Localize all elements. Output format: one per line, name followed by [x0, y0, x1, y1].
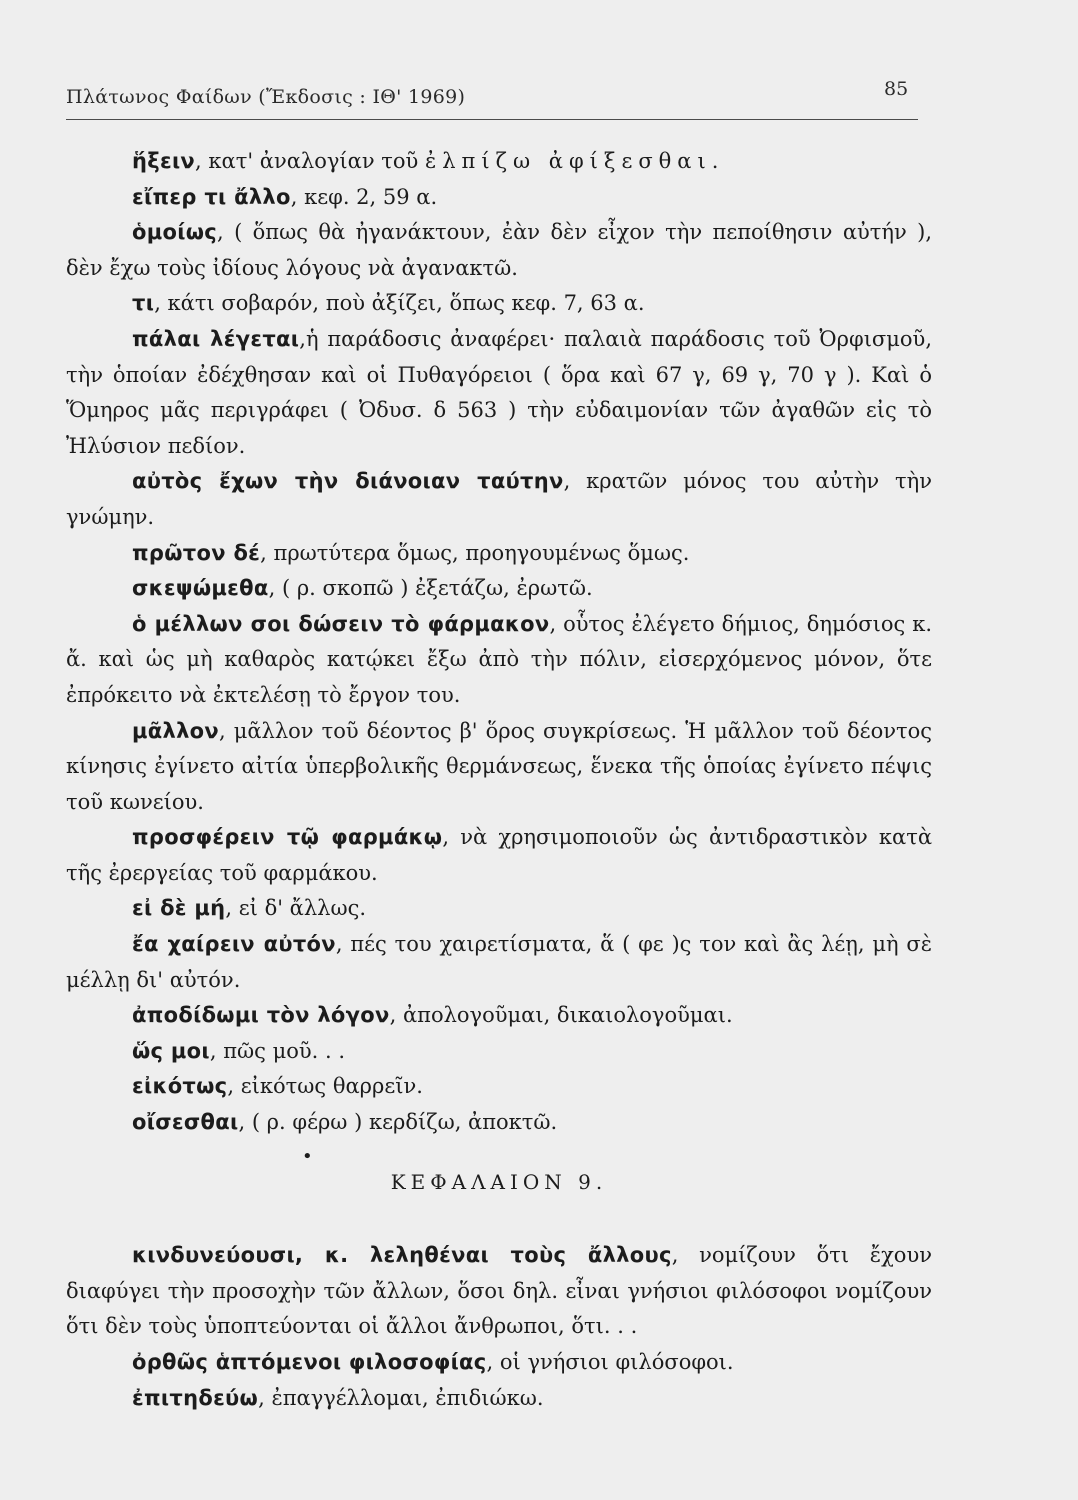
glossary-entry: εἰκότως, εἰκότως θαρρεῖν.	[132, 1074, 423, 1099]
entry-lemma: οἴσεσθαι	[132, 1110, 239, 1135]
entry-lemma: ὁ μέλλων σοι δώσειν τὸ φάρμακον	[132, 611, 550, 636]
entry-text: πές του χαιρετίσματα, ἅ ( φε )ς τον καὶ ἂς λέῃ, μὴ σὲ μέλλῃ δι' αὐτόν.	[66, 932, 932, 992]
entry-text: πρωτύτερα ὅμως, προηγουμένως ὅμως.	[273, 540, 690, 565]
header-rule	[66, 119, 918, 120]
glossary-entry: εἰ δὲ μή, εἰ δ' ἄλλως.	[132, 896, 367, 921]
glossary-entry: οἴσεσθαι, ( ρ. φέρω ) κερδίζω, ἀποκτῶ.	[132, 1110, 558, 1135]
entry-lemma: αὐτὸς ἔχων τὴν διάνοιαν ταύτην	[132, 469, 564, 494]
glossary-entry: εἴπερ τι ἄλλο, κεφ. 2, 59 α.	[132, 184, 438, 209]
entry-text: ( ρ. φέρω ) κερδίζω, ἀποκτῶ.	[251, 1110, 558, 1135]
glossary-entry: ἔα χαίρειν αὐτόν, πές του χαιρετίσματα, ἅ ( φε )ς τον καὶ ἂς λέῃ, μὴ σὲ μέλλῃ δι' αὐτόν.	[66, 932, 932, 992]
entry-lemma: μᾶλλον	[132, 718, 219, 743]
entry-lemma: εἰκότως	[132, 1074, 228, 1099]
entry-lemma: ἥξειν	[132, 149, 196, 173]
entry-text: οὗτος ἐλέγετο δήμιος, δημόσιος κ. ἄ. καὶ ὡς μὴ καθαρὸς κατῴκει ἔξω ἀπὸ τὴν πόλιν, εἰσερχόμενος μόνον, ὅτε ἐπρόκειτο νὰ ἐκτελέσῃ τὸ ἔργον του.	[66, 611, 932, 707]
glossary-entry: σκεψώμεθα, ( ρ. σκοπῶ ) ἐξετάζω, ἐρωτῶ.	[132, 576, 593, 601]
entry-text: ( ὅπως θὰ ἠγανάκτουν, ἐὰν δὲν εἶχον τὴν πεποίθησιν αὐτήν ), δὲν ἔχω τοὺς ἰδίους λόγους νὰ ἀγανακτῶ.	[66, 220, 932, 280]
entry-lemma: προσφέρειν τῷ φαρμάκῳ	[132, 825, 443, 850]
entry-text: εἰ δ' ἄλλως.	[238, 896, 367, 921]
glossary-entry: ἐπιτηδεύω, ἐπαγγέλλομαι, ἐπιδιώκω.	[132, 1385, 544, 1410]
glossary-entry: ἥξειν, κατ' ἀναλογίαν τοῦ ἐλπίζω ἀφίξεσθαι.	[132, 149, 719, 173]
entry-lemma: σκεψώμεθα	[132, 576, 269, 601]
running-head: Πλάτωνος Φαίδων (Ἔκδοσις : ΙΘ' 1969)	[66, 86, 466, 108]
entry-lemma: ἀποδίδωμι τὸν λόγον	[132, 1003, 390, 1028]
entry-text: μᾶλλον τοῦ δέοντος β' ὅρος συγκρίσεως. Ἡ μᾶλλον τοῦ δέοντος κίνησις ἐγίνετο αἰτία ὑπερβολικῆς θερμάνσεως, ἕνεκα τῆς ὁποίας ἐγίνετο πέψις τοῦ κωνείου.	[66, 718, 932, 814]
entry-text: κάτι σοβαρόν, ποὺ ἀξίζει, ὅπως κεφ. 7, 63 α.	[167, 291, 645, 316]
entry-lemma: ὥς μοι	[132, 1038, 210, 1063]
entry-text: νὰ χρησιμοποιοῦν ὡς ἀντιδραστικὸν κατὰ τῆς ἐρεργείας τοῦ φαρμάκου.	[66, 825, 933, 885]
entry-lemma: τι	[132, 291, 155, 316]
entry-text: οἱ γνήσιοι φιλόσοφοι.	[499, 1350, 734, 1374]
entry-lemma: ὁμοίως	[132, 220, 217, 245]
entry-lemma: εἴπερ τι ἄλλο	[132, 184, 291, 209]
spaced-phrase: ἐλπίζω ἀφίξεσθαι	[424, 149, 712, 173]
entry-lemma: πάλαι λέγεται	[132, 326, 300, 351]
entry-lemma: ὀρθῶς ἁπτόμενοι φιλοσοφίας	[132, 1350, 487, 1374]
glossary-entry: μᾶλλον, μᾶλλον τοῦ δέοντος β' ὅρος συγκρίσεως. Ἡ μᾶλλον τοῦ δέοντος κίνησις ἐγίνετο αἰτία ὑπερβολικῆς θερμάνσεως, ἕνεκα τῆς ὁποίας ἐγίνετο πέψις τοῦ κωνείου.	[66, 718, 932, 814]
glossary-entry: ὁμοίως, ( ὅπως θὰ ἠγανάκτουν, ἐὰν δὲν εἶχον τὴν πεποίθησιν αὐτήν ), δὲν ἔχω τοὺς ἰδίους λόγους νὰ ἀγανακτῶ.	[66, 220, 932, 280]
glossary-body	[66, 144, 932, 1416]
entry-lemma: κινδυνεύουσι, κ. λεληθέναι τοὺς ἄλλους	[132, 1243, 672, 1268]
glossary-entry: ὀρθῶς ἁπτόμενοι φιλοσοφίας, οἱ γνήσιοι φιλόσοφοι.	[132, 1350, 734, 1374]
glossary-entry: τι, κάτι σοβαρόν, ποὺ ἀξίζει, ὅπως κεφ. 7, 63 α.	[132, 291, 645, 316]
glossary-entry: ἀποδίδωμι τὸν λόγον, ἀπολογοῦμαι, δικαιολογοῦμαι.	[132, 1003, 733, 1028]
glossary-entry: κινδυνεύουσι, κ. λεληθέναι τοὺς ἄλλους, νομίζουν ὅτι ἔχουν διαφύγει τὴν προσοχὴν τῶν ἄλλων, ὅσοι δηλ. εἶναι γνήσιοι φιλόσοφοι νομίζουν ὅτι δὲν τοὺς ὑποπτεύονται οἱ ἄλλοι ἄνθρωποι, ὅτι. . .	[66, 1243, 932, 1339]
glossary-entry: ὁ μέλλων σοι δώσειν τὸ φάρμακον, οὗτος ἐλέγετο δήμιος, δημόσιος κ. ἄ. καὶ ὡς μὴ καθαρὸς κατῴκει ἔξω ἀπὸ τὴν πόλιν, εἰσερχόμενος μόνον, ὅτε ἐπρόκειτο νὰ ἐκτελέσῃ τὸ ἔργον του.	[66, 611, 932, 707]
glossary-entry: αὐτὸς ἔχων τὴν διάνοιαν ταύτην, κρατῶν μόνος του αὐτὴν τὴν γνώμην.	[66, 469, 932, 529]
glossary-entry: πρῶτον δέ, πρωτύτερα ὅμως, προηγουμένως ὅμως.	[132, 540, 690, 565]
entry-lemma: πρῶτον δέ	[132, 540, 261, 565]
entry-lemma: ἐπιτηδεύω	[132, 1385, 259, 1410]
entry-text: κρατῶν μόνος του αὐτὴν τὴν γνώμην.	[66, 469, 932, 529]
entry-lemma: εἰ δὲ μή	[132, 896, 226, 921]
glossary-entry: προσφέρειν τῷ φαρμάκῳ, νὰ χρησιμοποιοῦν ὡς ἀντιδραστικὸν κατὰ τῆς ἐρεργείας τοῦ φαρμάκου.	[66, 825, 933, 885]
chapter-dot: •	[302, 1145, 313, 1167]
entry-lemma: ἔα χαίρειν αὐτόν	[132, 932, 336, 957]
page-number: 85	[884, 78, 909, 100]
entry-text: ἐπαγγέλλομαι, ἐπιδιώκω.	[271, 1385, 544, 1410]
chapter-heading: ΚΕΦΑΛΑΙΟΝ 9.	[390, 1169, 608, 1194]
entry-text: κεφ. 2, 59 α.	[304, 184, 438, 209]
entry-text: πῶς μοῦ. . .	[223, 1038, 346, 1063]
entry-text: ( ρ. σκοπῶ ) ἐξετάζω, ἐρωτῶ.	[281, 576, 593, 601]
glossary-entry: πάλαι λέγεται,ἡ παράδοσις ἀναφέρει· παλαιὰ παράδοσις τοῦ Ὀρφισμοῦ, τὴν ὁποίαν ἐδέχθησαν καὶ οἱ Πυθαγόρειοι ( ὅρα καὶ 67 γ, 69 γ, 70 γ ). Καὶ ὁ Ὅμηρος μᾶς περιγράφει ( Ὀδυσ. δ 563 ) τὴν εὐδαιμονίαν τῶν ἀγαθῶν εἰς τὸ Ἠλύσιον πεδίον.	[66, 326, 933, 458]
glossary-entry: ὥς μοι, πῶς μοῦ. . .	[132, 1038, 346, 1063]
entry-text: ἡ παράδοσις ἀναφέρει· παλαιὰ παράδοσις τοῦ Ὀρφισμοῦ, τὴν ὁποίαν ἐδέχθησαν καὶ οἱ Πυθαγόρειοι ( ὅρα καὶ 67 γ, 69 γ, 70 γ ). Καὶ ὁ Ὅμηρος μᾶς περιγράφει ( Ὀδυσ. δ 563 ) τὴν εὐδαιμονίαν τῶν ἀγαθῶν εἰς τὸ Ἠλύσιον πεδίον.	[66, 326, 933, 458]
entry-text: εἰκότως θαρρεῖν.	[240, 1074, 423, 1099]
entry-text: νομίζουν ὅτι ἔχουν διαφύγει τὴν προσοχὴν τῶν ἄλλων, ὅσοι δηλ. εἶναι γνήσιοι φιλόσοφοι νομίζουν ὅτι δὲν τοὺς ὑποπτεύονται οἱ ἄλλοι ἄνθρωποι, ὅτι. . .	[66, 1243, 932, 1339]
entry-text: ἀπολογοῦμαι, δικαιολογοῦμαι.	[402, 1003, 733, 1028]
